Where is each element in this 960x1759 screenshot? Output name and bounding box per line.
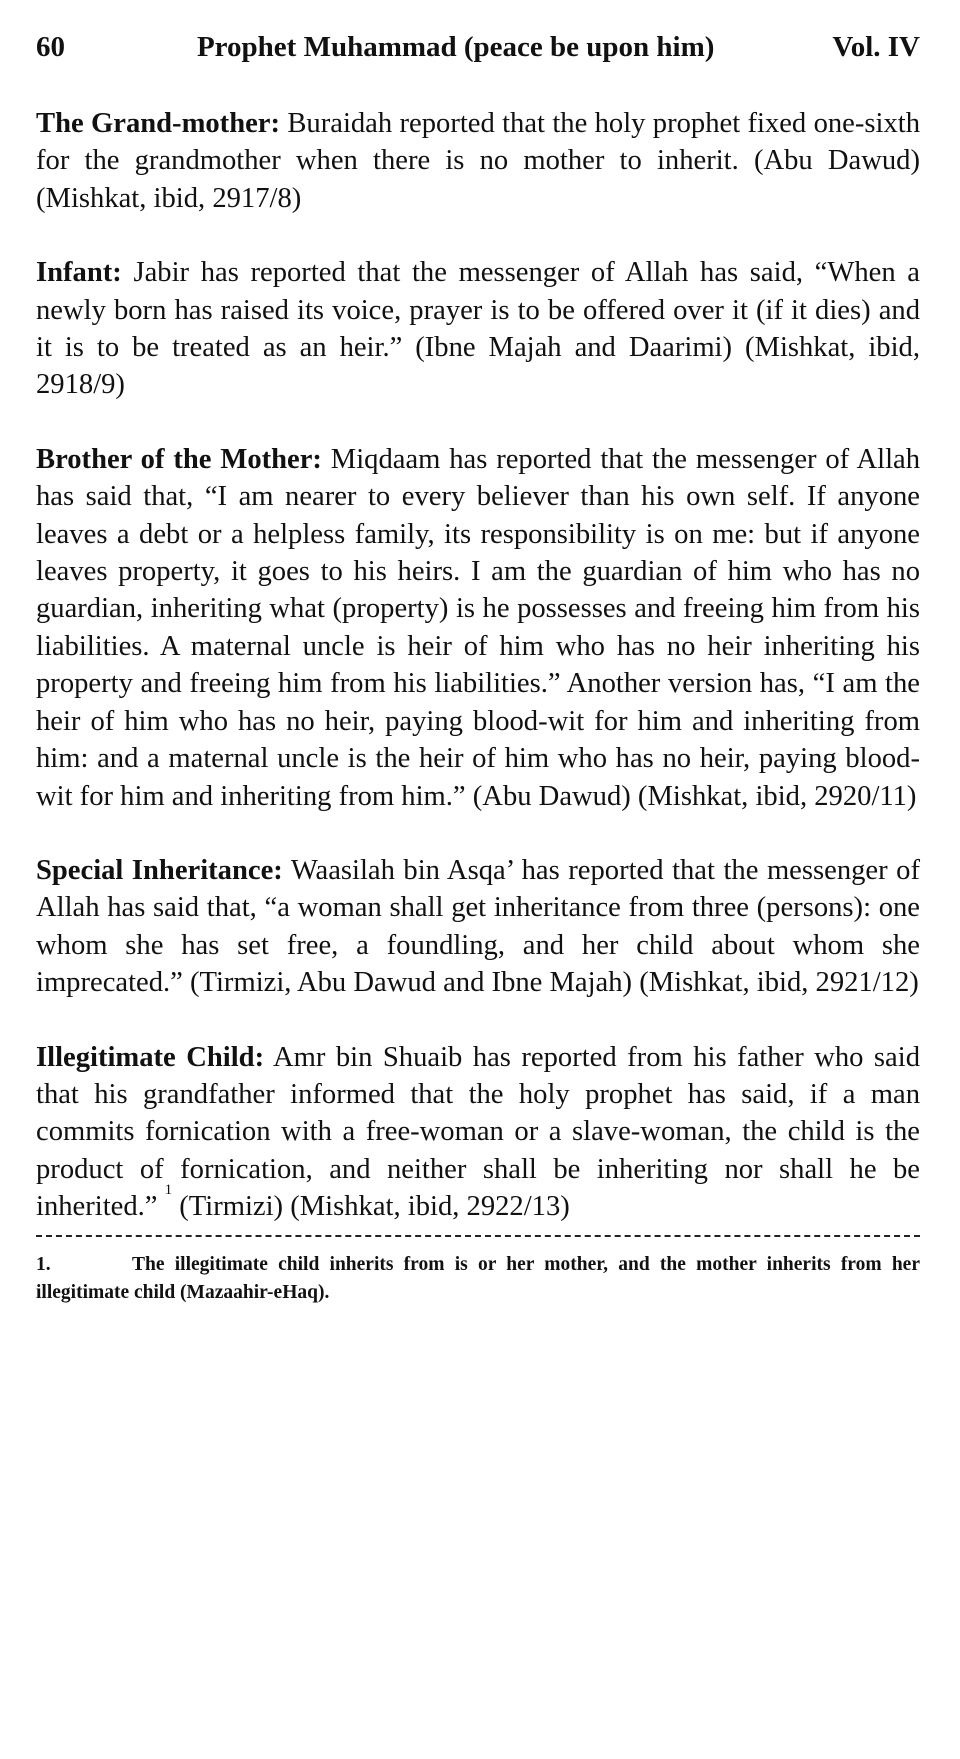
paragraph-text: Buraidah reported that the holy prophet fixed one-sixth for the grandmother when there is no mother to inherit. (Abu Dawud) (Mishkat, ibid, 2917/8) [36,108,920,214]
paragraph-grand-mother [36,105,920,217]
footnote-text: The illegitimate child inherits from is or her mother, and the mother inherits from her illegitimate child (Mazaahir-eHaq). [36,1253,920,1303]
footnote-number: 1. [36,1253,51,1275]
paragraph-text: Amr bin Shuaib has reported from his father who said that his grandfather informed that the holy prophet has said, if a man commits fornication with a free-woman or a slave-woman, the child is the product of fornication, and neither shall be inheriting nor shall he be inherited.” [36,1041,920,1223]
page-body [36,105,920,1226]
footnote-separator [36,1235,920,1237]
book-title: Prophet Muhammad (peace be upon him) [196,31,715,63]
page-number: 60 [36,31,65,63]
running-head [36,30,920,64]
paragraph-text: Waasilah bin Asqa’ has reported that the messenger of Allah has said that, “a woman shall get inheritance from three (persons): one whom she has set free, a foundling, and her child about whom she imprecated.” (Tirmizi, Abu Dawud and Ibne Majah) (Mishkat, ibid, 2921/12) [36,854,920,999]
paragraph-heading: Infant: [36,257,122,289]
footnote-reference[interactable]: 1 [164,1182,173,1199]
footnote [36,1251,920,1307]
paragraph-heading: The Grand-mother: [36,108,281,139]
paragraph-special-inheritance [36,852,920,1002]
paragraph-heading: Special Inheritance: [36,854,283,886]
book-page [36,30,920,1307]
paragraph-heading: Brother of the Mother: [36,443,322,475]
paragraph-text: Miqdaam has reported that the messenger of Allah has said that, “I am nearer to every believer than his own self. If anyone leaves a debt or a helpless family, its responsibility is on me: but if anyone leaves property, it goes to his heirs. I am the guardian of him who has no guardian, inheriting what (property) is he possesses and freeing him from his liabilities. A maternal uncle is heir of him who has no heir inheriting his property and freeing him from his liabilities.” Another version has, “I am the heir of him who has no heir, paying blood-wit for him and inheriting from him: and a maternal uncle is the heir of him who has no heir, paying blood-wit for him and inheriting from him.” (Abu Dawud) (Mishkat, ibid, 2920/11) [36,443,921,812]
paragraph-heading: Illegitimate Child: [36,1041,265,1073]
paragraph-text: Jabir has reported that the messenger of Allah has said, “When a newly born has raised its voice, prayer is to be offered over it (if it dies) and it is to be treated as an heir.” (Ibne Majah and Daarimi) (Mishkat, ibid, 2918/9) [36,257,920,401]
paragraph-text-after: (Tirmizi) (Mishkat, ibid, 2922/13) [172,1191,570,1223]
volume-label: Vol. IV [832,31,920,63]
paragraph-illegitimate-child [36,1039,920,1226]
paragraph-infant [36,254,920,404]
paragraph-brother-of-the-mother [36,441,920,815]
